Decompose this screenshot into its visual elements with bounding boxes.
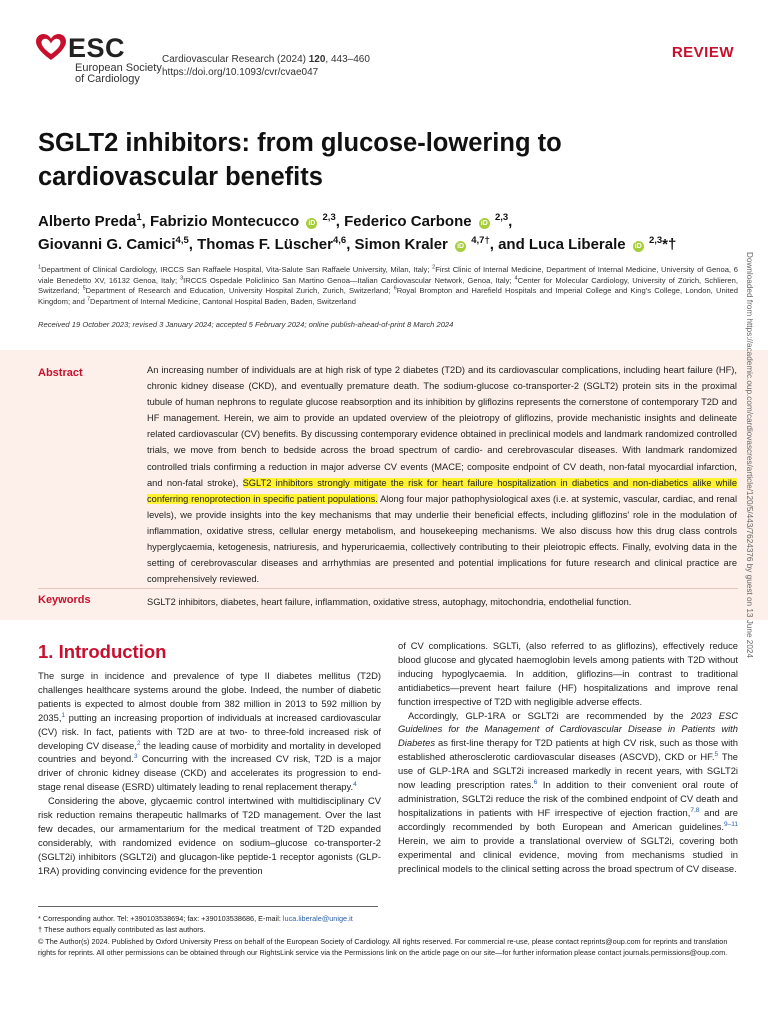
publication-dates: Received 19 October 2023; revised 3 January 2024; accepted 5 February 2024; online publish-ahead-of-print 8 March 2024 [38,320,454,329]
download-watermark: Downloaded from https://academic.oup.com/cardiovascres/article/120/5/443/7624376 by guest on 13 June 2024 [745,252,754,658]
abstract-label: Abstract [38,367,83,379]
paragraph: of CV complications. SGLTi, (also referred to as gliflozins), effectively reduce blood glucose and glycated haemoglobin levels among patients with T2D without inducing hypoglycaemia. In addition, gliflozins—in contrast to traditional antidiabetics—prevent heart failure (HF) hospitalizations and improve renal function irrespective of T2D with negligible adverse effects. [398,640,738,707]
reference-link[interactable]: 7,8 [690,806,700,814]
corresponding-author-note: * Corresponding author. Tel: +390103538694; fax: +390103538686, E-mail: luca.liberale@unige.it [38,914,353,923]
article-title: SGLT2 inhibitors: from glucose-lowering to cardiovascular benefits [38,129,562,191]
reference-link[interactable]: 9–11 [724,820,738,828]
equal-contribution-note: † These authors equally contributed as last authors. [38,925,206,935]
footnote-divider [38,906,378,907]
keywords-text: SGLT2 inhibitors, diabetes, heart failure, inflammation, oxidative stress, autophagy, mitochondria, endothelial function. [147,597,632,607]
paragraph: Considering the above, glycaemic control intertwined with multidisciplinary CV risk reduction remains therapeutic hallmarks of T2D management. Over the last few decades, our armamentarium for the medical treatment of T2D expanded considerably, with randomized evidence on sodium–glucose co-transporter-2 (SGLT2i) inhibitors (SGLT2i) and glucagon-like peptide-1 receptor agonists (GLP-1RA) providing convincing evidence for the prevention [38,795,381,876]
esc-logo-subtitle: European Society of Cardiology [75,62,162,85]
reference-link[interactable]: 1 [61,711,66,719]
footnotes [38,913,738,958]
article-type-label: REVIEW [671,44,734,61]
body-column-left [38,669,381,878]
esc-heart-logo-icon [36,34,66,62]
reference-link[interactable]: 4 [353,781,357,789]
reference-link[interactable]: 3 [133,753,138,761]
orcid-icon[interactable]: iD [480,220,488,227]
orcid-icon[interactable]: iD [634,243,642,250]
keywords-label: Keywords [38,594,91,606]
doi-link[interactable]: https://doi.org/10.1093/cvr/cvae047 [162,67,319,78]
copyright-note: © The Author(s) 2024. Published by Oxford University Press on behalf of the European Society of Cardiology. All rights reserved. For commercial re-use, please contact reprints@oup.com for reprints and translation rights for reprints. All other permissions can be obtained through our RightsLink service via the Permissions link on the article page on our site—for further information please contact journals.permissions@oup.com. [38,936,728,957]
paragraph: Accordingly, GLP-1RA or SGLT2i are recommended by the 2023 ESC Guidelines for the Management of Cardiovascular Disease in Patients with Diabetes as first-line therapy for T2D patients at high CV risk, such as those with established atherosclerotic cardiovascular diseases (ASCVD), CKD or HF.$^5$ The use of GLP-1RA and SGLT2i increased markedly in recent years, with SGLT2i now leading prescription rates.$^6$ In addition to their convenient oral route of administration, SGLT2i reduce the risk of the combined endpoint of CV death and hospitalizations in patients with HF irrespective of ejection fraction,$^{7,8}$ and are accordingly recommended by both European and American guidelines.$^{9-11}$ Herein, we aim to provide a translational overview of SGLT2i, covering both experimental and clinical evidence, moving from mechanisms studied in preclinical models to the clinical setting across the broad spectrum of CV disease. [398,709,739,874]
orcid-icon[interactable]: iD [457,243,465,250]
section-heading-introduction: 1. Introduction [38,641,167,662]
affiliations: $^1$Department of Clinical Cardiology, IRCCS San Raffaele Hospital, Vita-Salute San Raffaele University, Milan, Italy; $^2$First Clinic of Internal Medicine, Department of Internal Medicine, University of Genoa, 6 viale Benedetto XV, 16132 Genoa, Italy; $^3$IRCCS Ospedale Policlinico San Martino Genoa—Italian Cardiovascular Network, Genoa, Italy; $^4$Center for Molecular Cardiology, University of Zürich, Schlieren, Switzerland; $^5$Department of Research and Education, University Hospital Zurich, Zurich, Switzerland; $^6$Royal Brompton and Harefield Hospitals and Imperial College and King's College, London, United Kingdom; and $^7$Department of Internal Medicine, Cantonal Hospital Baden, Baden, Switzerland [38,264,738,306]
abstract-divider [38,588,738,589]
orcid-icon[interactable]: iD [308,220,316,227]
esc-logo-text: ESC [68,33,126,63]
body-column-right [398,639,738,875]
paragraph: The surge in incidence and prevalence of type II diabetes mellitus (T2D) challenges healthcare systems around the globe. Indeed, the number of diabetic patients is expected to almost double from 382 million in 2013 to 592 million by 2035,$^1$ putting an increasing proportion of individuals at increased cardiovascular (CV) risk. In fact, patients with T2D are at two- to three-fold increased risk of developing CV disease,$^2$ the leading cause of morbidity and mortality in developed countries and beyond.$^3$ Concurring with the increased CV risk, T2D is a major driver of chronic kidney disease (CKD) and accelerates its progression to end-stage renal disease (ESRD) ultimately leading to renal replacement therapy.$^4$ [38,670,381,793]
reference-link[interactable]: 2 [136,739,141,747]
reference-link[interactable]: 6 [533,778,538,786]
reference-link[interactable]: 5 [714,751,719,759]
abstract-text: An increasing number of individuals are at high risk of type 2 diabetes (T2D) and its cardiovascular complications, including heart failure (HF), chronic kidney disease (CKD), and eventually premature death. The sodium-glucose co-transporter-2 (SGLT2) protein sits in the proximal tubule of human nephrons to regulate glucose reabsorption and its inhibition by gliflozins represents the cornerstone of contemporary T2D and HF management. Herein, we aim to provide an updated overview of the pleiotropy of gliflozins, provide mechanistic insights and delineate related cardiovascular (CV) benefits. By discussing contemporary evidence obtained in preclinical models and landmark randomized controlled trials, we move from bench to bedside across the broad spectrum of cardio- and cerebrovascular diseases. With landmark randomized controlled trials confirming a reduction in major adverse CV events (MACE; composite endpoint of CV death, non-fatal myocardial infarction, and non-fatal stroke), SGLT2 inhibitors strongly mitigate the risk for heart failure hospitalization in diabetics and non-diabetics alike while conferring renoprotection in specific patient populations. Along four major pathophysiological axes (i.e. at systemic, vascular, cardiac, and renal levels), we provide insights into the key mechanisms that may underlie their beneficial effects, including gliflozins' role in the modulation of inflammation, oxidative stress, cellular energy metabolism, and housekeeping mechanisms. We also discuss how this drug class controls hyperglycaemia, ketogenesis, natriuresis, and hyperuricaemia, collectively contributing to their pleiotropic effects. Finally, evolving data in the setting of cerebrovascular diseases and arrhythmias are presented and potential implications for future research and clinical practice are comprehensively reviewed. [147,365,738,585]
email-link[interactable]: luca.liberale@unige.it [282,914,353,923]
author-list: Alberto Preda$^1$, Fabrizio Montecucco iD $^{2,3}$, Federico Carbone iD $^{2,3}$, Giovanni G. Camici$^{4,5}$, Thomas F. Lüscher$^{4,6}$, Simon Kraler iD $^{4,7\dagger}$, and Luca Liberale iD $^{2,3}$*† [38,212,677,253]
journal-citation: Cardiovascular Research (2024) 120, 443–460 https://doi.org/10.1093/cvr/cvae047 [162,54,370,78]
highlighted-text: SGLT2 inhibitors strongly mitigate the risk for heart failure hospitalization in diabetics and non-diabetics alike while conferring renoprotection in specific patient populations. [147,477,737,504]
